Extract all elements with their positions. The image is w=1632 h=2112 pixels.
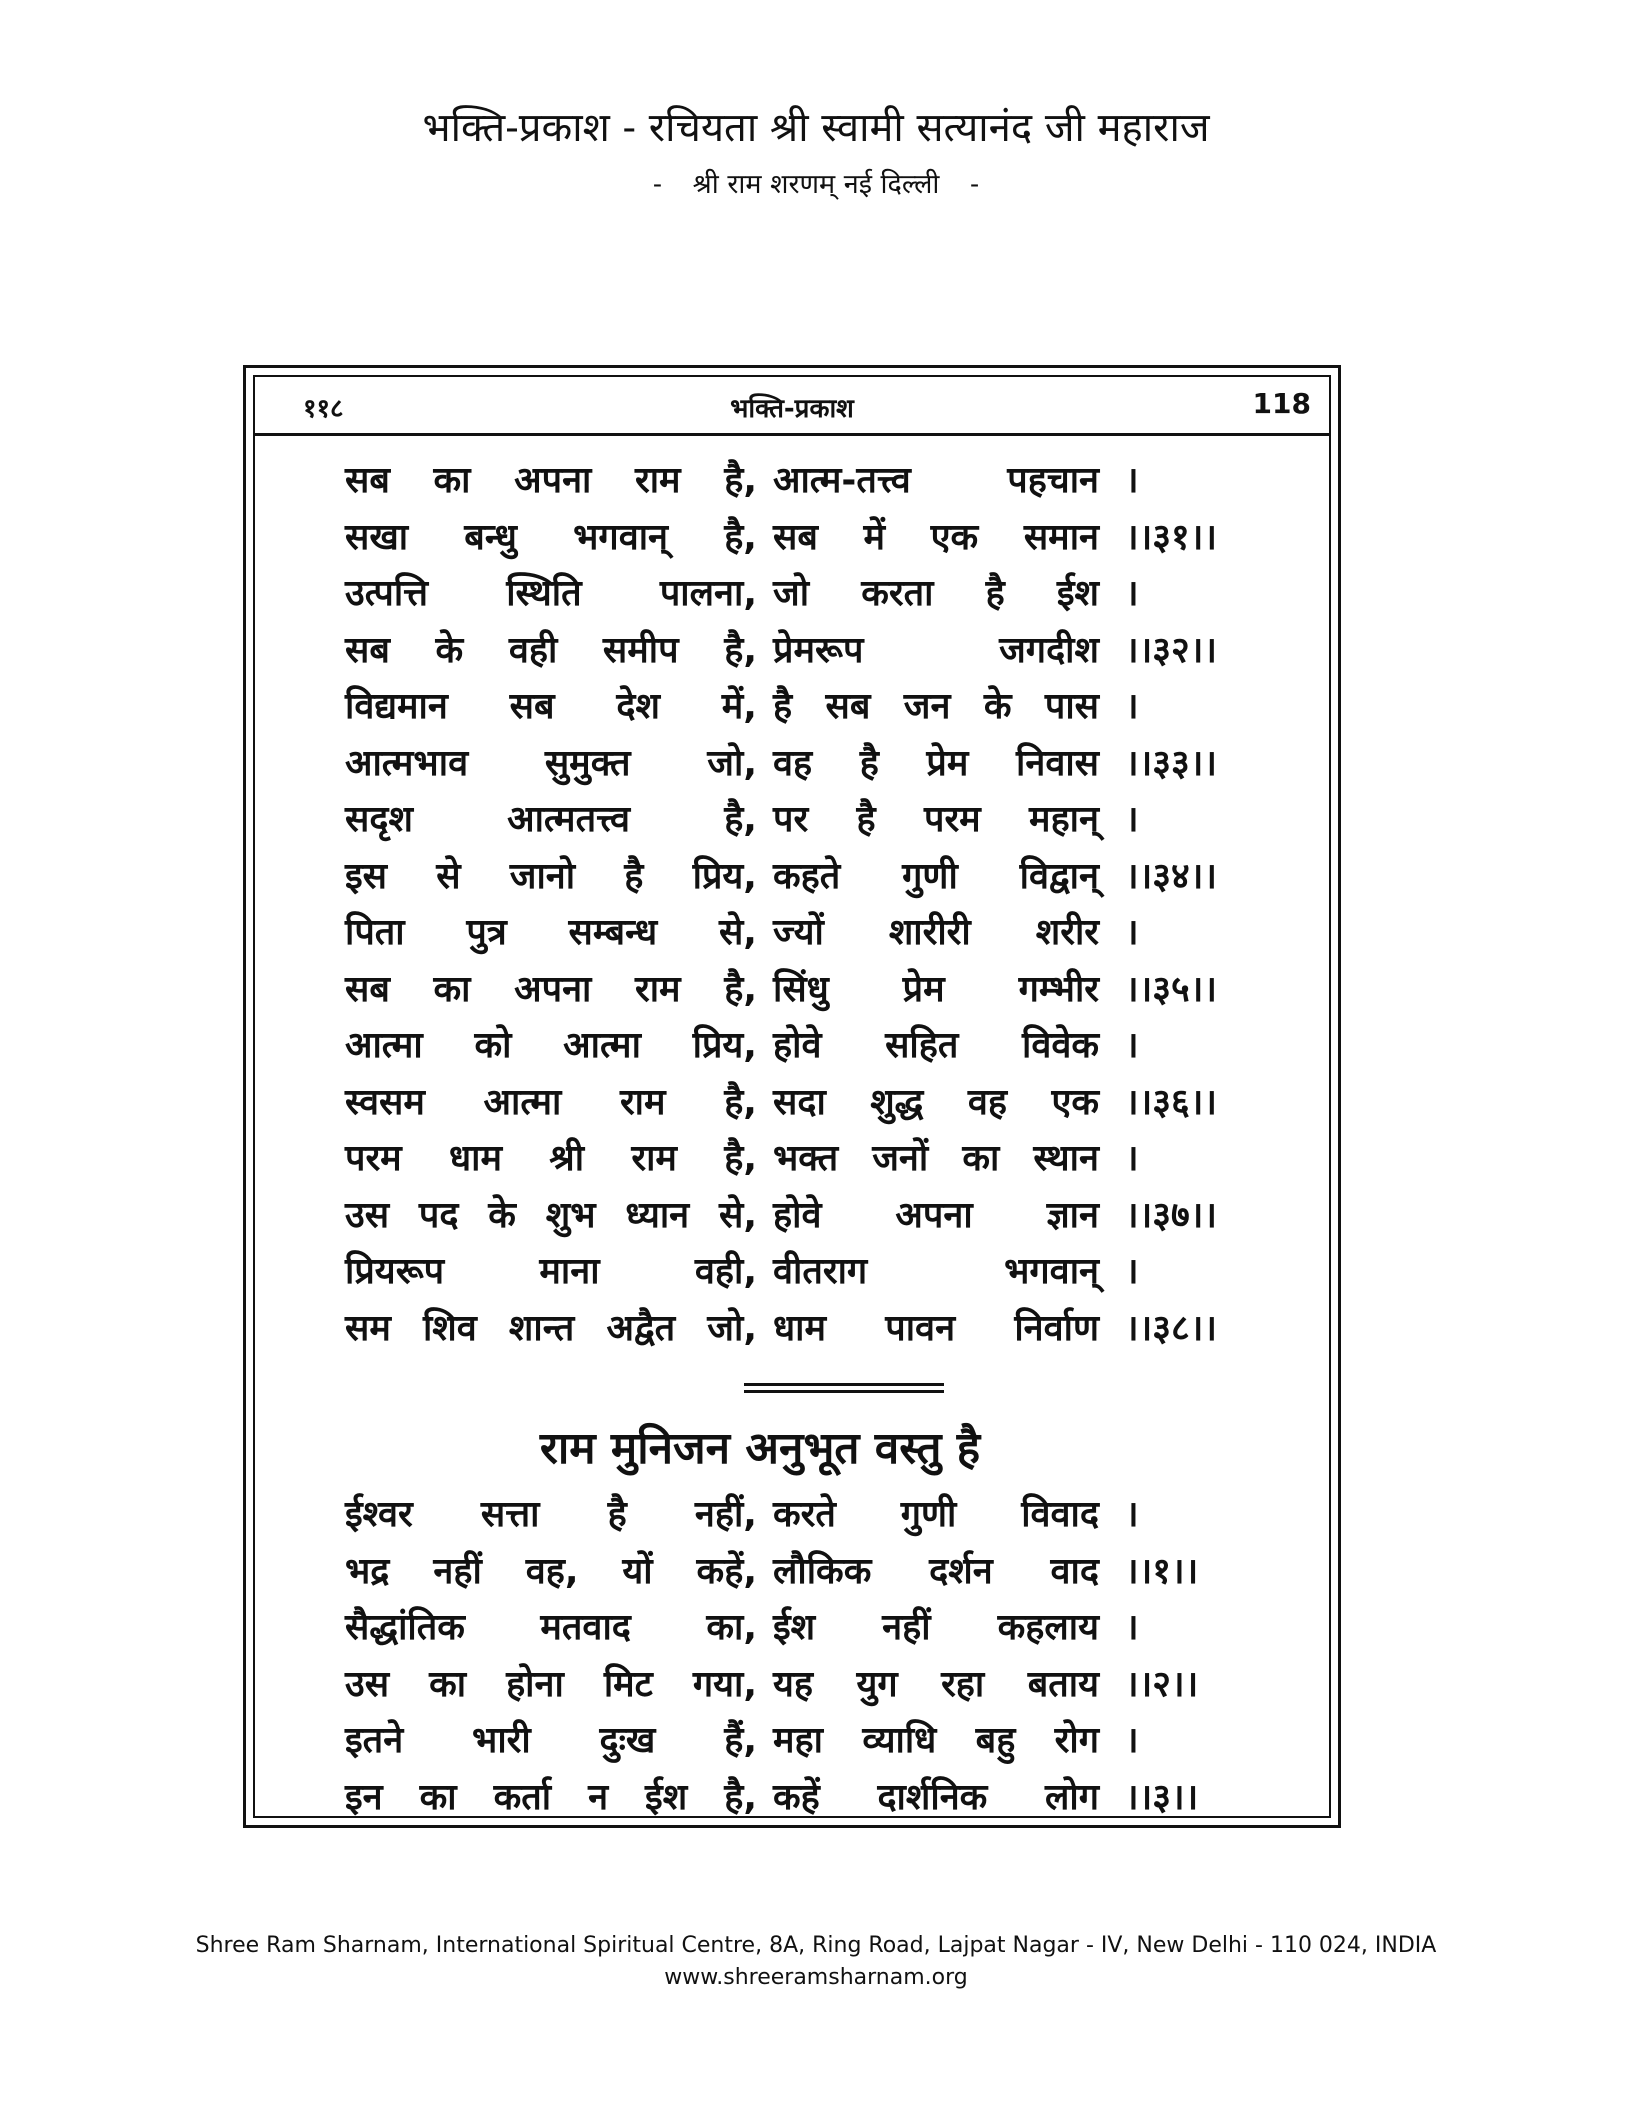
verse-number: ।।३५।। (1125, 968, 1218, 1010)
verse-line (345, 962, 1255, 1019)
verse-first-half: ईश्वर सत्ता है नहीं, (345, 1494, 757, 1535)
verse-number: । (1125, 1251, 1139, 1292)
verse-second-half: है सब जन के पास (773, 686, 1099, 727)
verse-second-half: होवे सहित विवेक (773, 1025, 1099, 1066)
verse-second-half: होवे अपना ज्ञान (773, 1194, 1099, 1236)
verse-line (345, 1075, 1255, 1132)
page-number-devanagari: ११८ (303, 394, 344, 424)
book-page-inner-frame (253, 375, 1331, 1818)
verse-second-half: प्रेमरूप जगदीश (773, 629, 1099, 671)
verse-line (345, 566, 1255, 623)
verse-first-half: सदृश आत्मतत्त्व है, (345, 799, 757, 840)
subtitle-text: श्री राम शरणम् नई दिल्ली (692, 169, 940, 200)
verse-first-half: उस का होना मिट गया, (345, 1663, 757, 1705)
verse-second-half: वह है प्रेम निवास (773, 742, 1099, 784)
verse-first-half: इन का कर्ता न ईश है, (345, 1776, 757, 1818)
verse-first-half: उस पद के शुभ ध्यान से, (345, 1194, 757, 1236)
verse-line (345, 623, 1255, 680)
document-subtitle (0, 164, 1632, 201)
verse-number: । (1125, 912, 1139, 953)
verse-line (345, 1770, 1255, 1827)
verse-second-half: सदा शुद्ध वह एक (773, 1081, 1099, 1123)
verse-line (345, 1544, 1255, 1601)
verse-second-half: यह युग रहा बताय (773, 1663, 1099, 1705)
verse-line (345, 679, 1255, 736)
verse-first-half: सैद्धांतिक मतवाद का, (345, 1607, 757, 1648)
verse-second-half: धाम पावन निर्वाण (773, 1307, 1099, 1349)
verse-second-half: महा व्याधि बहु रोग (773, 1720, 1099, 1761)
verse-line (345, 849, 1255, 906)
verse-number: । (1125, 799, 1139, 840)
section-heading: राम मुनिजन अनुभूत वस्तु है (539, 1423, 981, 1474)
verse-number: ।।३६।। (1125, 1081, 1218, 1123)
verse-first-half: सखा बन्धु भगवान् है, (345, 516, 757, 558)
verse-line (345, 510, 1255, 567)
verse-first-half: उत्पत्ति स्थिति पालना, (345, 573, 757, 614)
verse-first-half: सब का अपना राम है, (345, 968, 757, 1010)
subtitle-dash-left: - (652, 169, 663, 200)
verse-line (345, 905, 1255, 962)
verse-second-half: सब में एक समान (773, 516, 1099, 558)
verse-second-half: पर है परम महान् (773, 799, 1099, 840)
verse-first-half: आत्मभाव सुमुक्त जो, (345, 742, 757, 784)
verse-second-half: कहें दार्शनिक लोग (773, 1776, 1099, 1818)
verse-second-half: लौकिक दर्शन वाद (773, 1550, 1099, 1592)
verse-first-half: स्वसम आत्मा राम है, (345, 1081, 757, 1123)
verse-first-half: पिता पुत्र सम्बन्ध से, (345, 912, 757, 953)
verse-first-half: आत्मा को आत्मा प्रिय, (345, 1025, 757, 1066)
footer-address: Shree Ram Sharnam, International Spiritual Centre, 8A, Ring Road, Lajpat Nagar - IV, New Delhi - 110 024, INDIA (195, 1933, 1437, 1958)
verse-number: । (1125, 1025, 1139, 1066)
book-page-header (255, 377, 1329, 436)
verse-line (345, 1244, 1255, 1301)
verse-number: । (1125, 1607, 1139, 1648)
verse-first-half: विद्यमान सब देश में, (345, 686, 757, 727)
verse-number: । (1125, 460, 1139, 501)
verse-first-half: इतने भारी दुःख हैं, (345, 1720, 757, 1761)
verse-second-half: जो करता है ईश (773, 573, 1099, 614)
verse-line (345, 1301, 1255, 1358)
verse-second-half: आत्म-तत्त्व पहचान (773, 460, 1099, 501)
verse-first-half: सब का अपना राम है, (345, 460, 757, 501)
verse-number: ।।२।। (1125, 1663, 1199, 1705)
verse-line (345, 792, 1255, 849)
document-header (0, 100, 1632, 201)
verse-first-half: प्रियरूप माना वही, (345, 1251, 757, 1292)
verse-line (345, 1713, 1255, 1770)
verse-line (345, 1657, 1255, 1714)
verse-number: ।।३४।। (1125, 855, 1218, 897)
verse-number: ।।३।। (1125, 1776, 1199, 1818)
running-title: भक्ति-प्रकाश (730, 394, 854, 424)
divider-rule-top (744, 1383, 944, 1386)
verse-number: । (1125, 1494, 1139, 1535)
verse-number: । (1125, 1138, 1139, 1179)
verse-first-half: भद्र नहीं वह, यों कहें, (345, 1550, 757, 1592)
document-title: भक्ति-प्रकाश - रचियता श्री स्वामी सत्यानंद जी महाराज (422, 105, 1210, 151)
verse-line (345, 1487, 1255, 1544)
verse-first-half: सब के वही समीप है, (345, 629, 757, 671)
verse-second-half: करते गुणी विवाद (773, 1494, 1099, 1535)
verse-number: ।।३७।। (1125, 1194, 1218, 1236)
divider-rule-bottom (744, 1390, 944, 1393)
verse-group-1 (345, 453, 1255, 1357)
verse-first-half: सम शिव शान्त अद्वैत जो, (345, 1307, 757, 1349)
verse-number: ।।३८।। (1125, 1307, 1218, 1349)
verse-number: ।।३२।। (1125, 629, 1218, 671)
verse-line (345, 453, 1255, 510)
verse-line (345, 1131, 1255, 1188)
footer-website: www.shreeramsharnam.org (664, 1965, 968, 1990)
verse-second-half: ईश नहीं कहलाय (773, 1607, 1099, 1648)
verse-number: ।।१।। (1125, 1550, 1199, 1592)
document-footer (0, 1930, 1632, 1994)
verse-first-half: इस से जानो है प्रिय, (345, 855, 757, 897)
verse-line (345, 1018, 1255, 1075)
subtitle-dash-right: - (969, 169, 980, 200)
verse-second-half: वीतराग भगवान् (773, 1251, 1099, 1292)
verse-second-half: कहते गुणी विद्वान् (773, 855, 1099, 897)
verse-first-half: परम धाम श्री राम है, (345, 1138, 757, 1179)
verse-number: । (1125, 686, 1139, 727)
verse-second-half: सिंधु प्रेम गम्भीर (773, 968, 1099, 1010)
verse-line (345, 736, 1255, 793)
book-page-frame (243, 365, 1341, 1828)
verse-group-2 (345, 1487, 1255, 1826)
verse-line (345, 1188, 1255, 1245)
section-divider (345, 1357, 1255, 1417)
page-number: 118 (1252, 387, 1311, 420)
verse-second-half: ज्यों शारीरी शरीर (773, 912, 1099, 953)
verse-number: । (1125, 1720, 1139, 1761)
verse-second-half: भक्त जनों का स्थान (773, 1138, 1099, 1179)
verse-body (345, 453, 1255, 1826)
verse-number: । (1125, 573, 1139, 614)
verse-number: ।।३३।। (1125, 742, 1218, 784)
verse-number: ।।३१।। (1125, 516, 1218, 558)
verse-line (345, 1600, 1255, 1657)
